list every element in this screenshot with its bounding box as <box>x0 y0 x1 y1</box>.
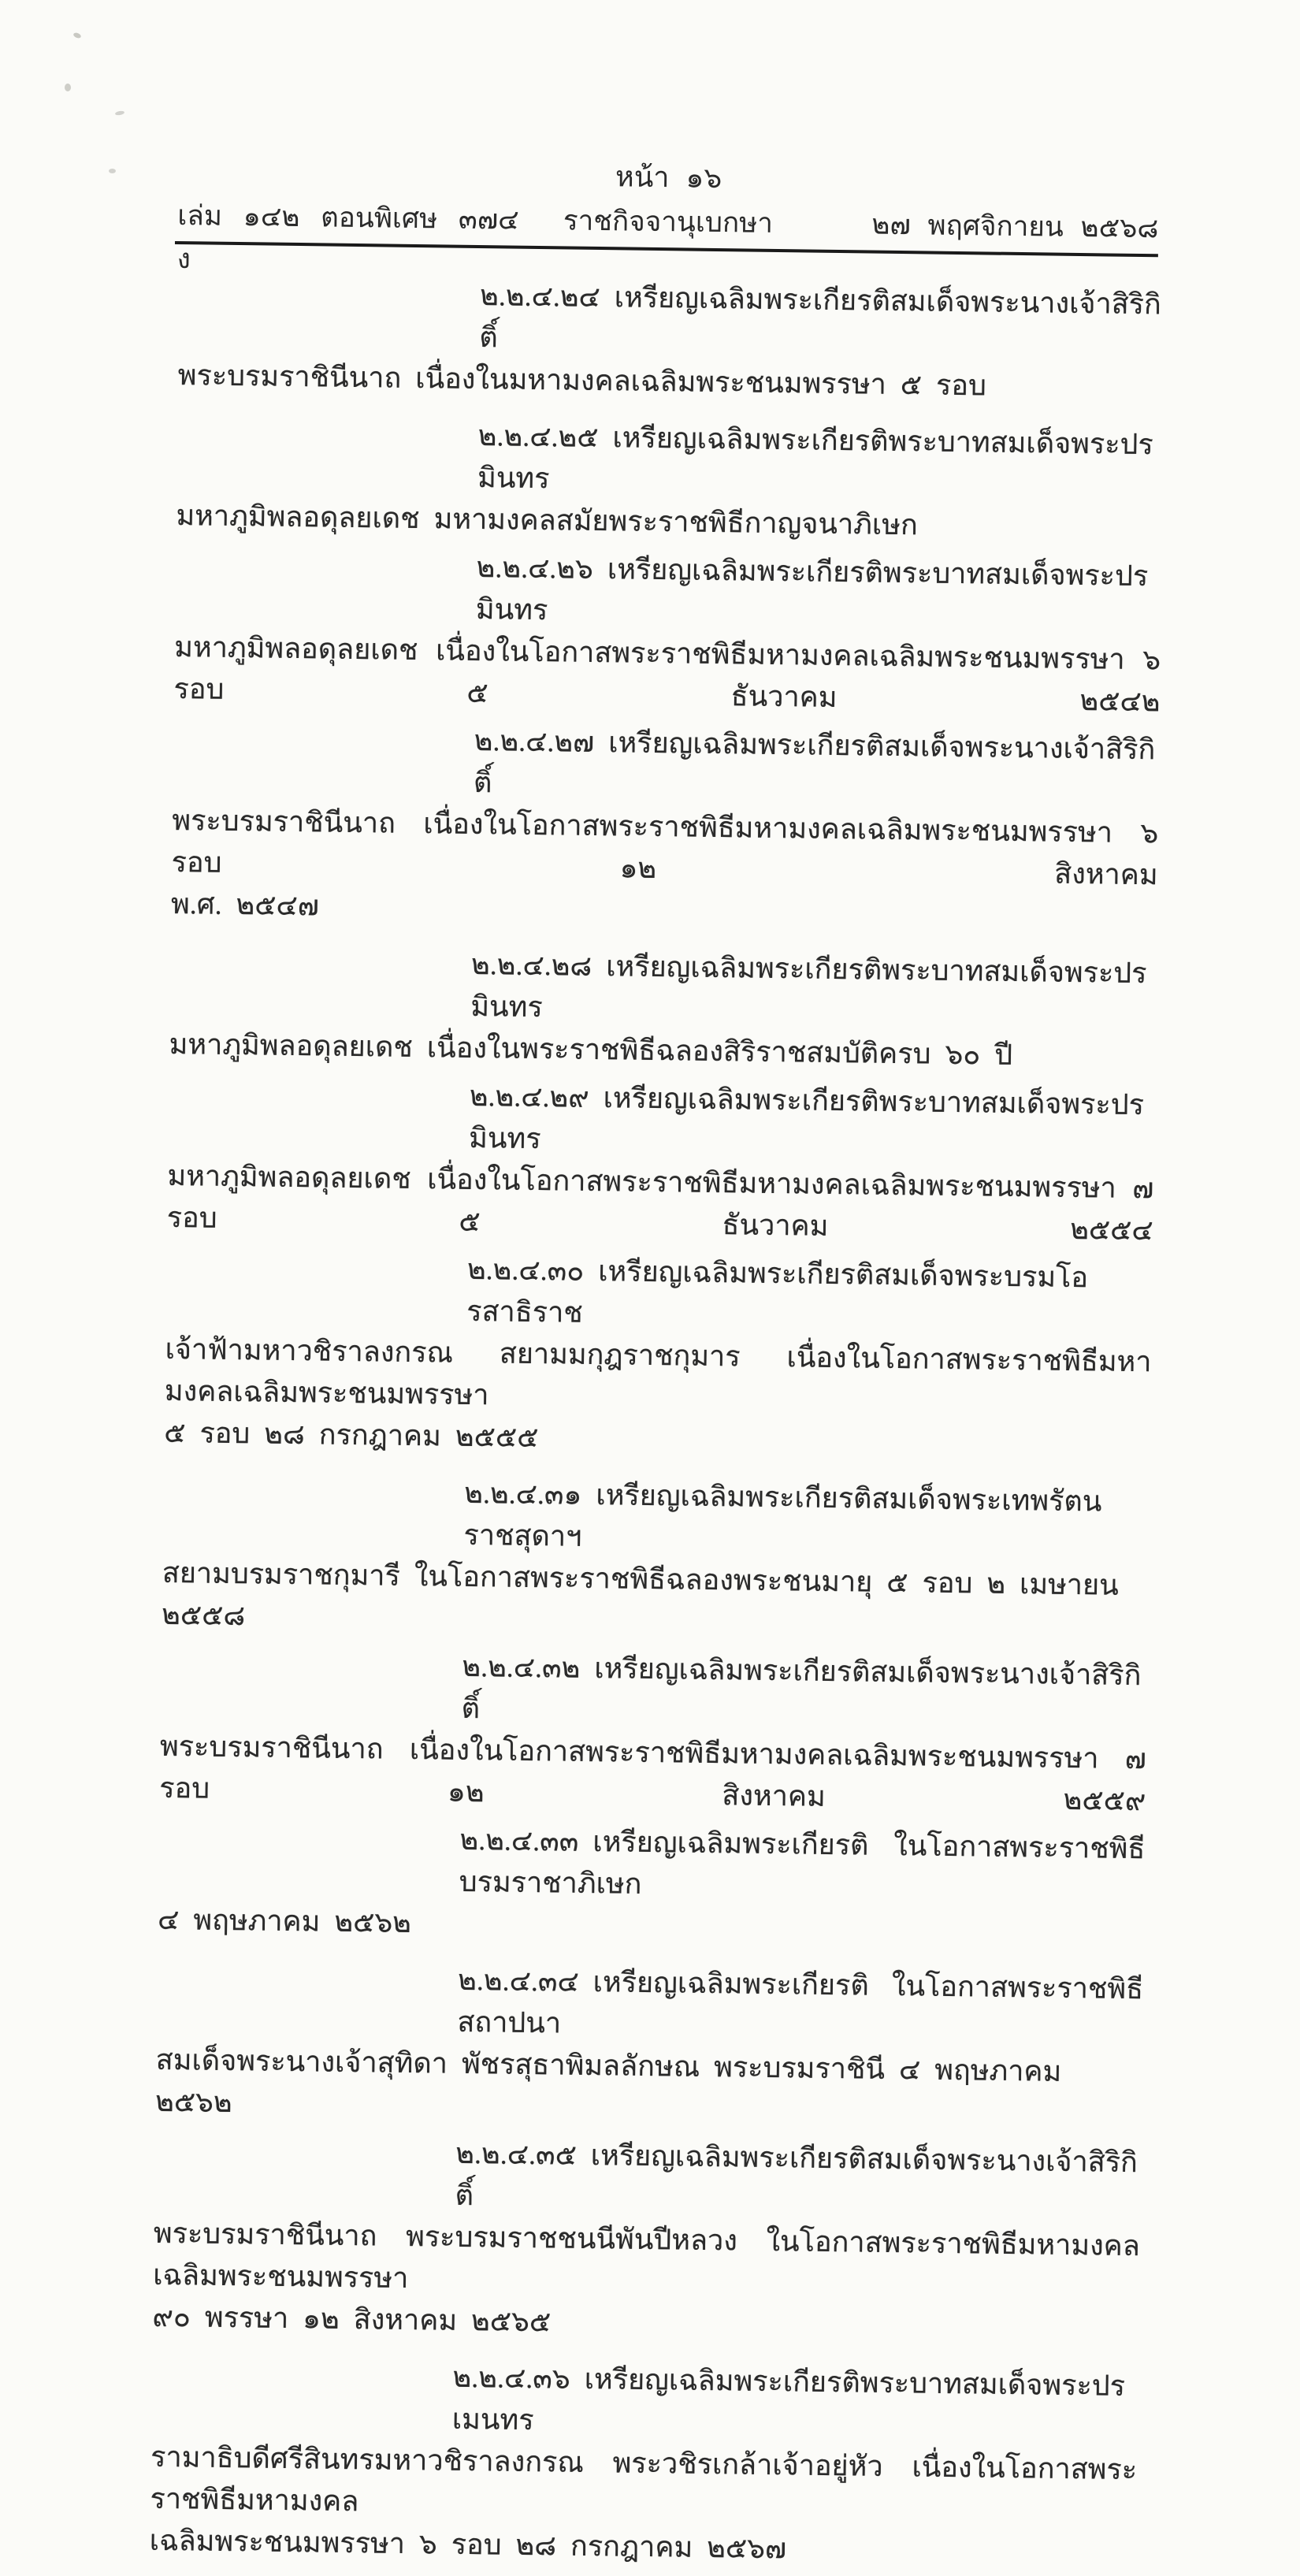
paragraph-line: สมเด็จพระนางเจ้าสุทิดา พัชรสุธาพิมลลักษณ พระบรมราชินี ๔ พฤษภาคม ๒๕๖๒ <box>154 2043 1062 2119</box>
paragraph-line: เจ้าฟ้ามหาวชิราลงกรณ สยามมกุฎราชกุมาร เนื่องในโอกาสพระราชพิธีมหามงคลเฉลิมพระชนมพรรษา <box>164 1333 1152 1411</box>
gazette-item <box>177 271 1165 409</box>
paragraph-line: รามาธิบดีศรีสินทรมหาวชิราลงกรณ พระวชิรเกล้าเจ้าอยู่หัว เนื่องในโอกาสพระราชพิธีมหามงคล <box>150 2440 1138 2518</box>
paragraph-line: ๒.๒.๔.๓๐ เหรียญเฉลิมพระเกียรติสมเด็จพระบรมโอรสาธิราช <box>466 1253 1089 1329</box>
item-number: ๒.๒.๔.๒๗ <box>474 724 595 758</box>
paragraph-line: ๒.๒.๔.๒๔ เหรียญเฉลิมพระเกียรติสมเด็จพระนางเจ้าสิริกิติ์ <box>479 280 1162 354</box>
gazette-item <box>166 1072 1155 1251</box>
paragraph-line: ๒.๒.๔.๒๙ เหรียญเฉลิมพระเกียรติพระบาทสมเด็จพระปรมินทร <box>468 1080 1145 1155</box>
item-number: ๒.๒.๔.๓๕ <box>455 2137 578 2171</box>
paragraph-line: เฉลิมพระชนมพรรษา ๖ รอบ ๒๘ กรกฎาคม ๒๕๖๗ <box>149 2524 787 2565</box>
paragraph-line: ๒.๒.๔.๒๘ เหรียญเฉลิมพระเกียรติพระบาทสมเด็จพระปรมินทร <box>470 948 1147 1024</box>
item-number: ๒.๒.๔.๓๖ <box>452 2361 570 2395</box>
document-body <box>149 271 1165 2574</box>
paragraph-line: ๒.๒.๔.๓๓ เหรียญเฉลิมพระเกียรติ ในโอกาสพระราชพิธีบรมราชาภิเษก <box>459 1823 1146 1900</box>
gazette-item <box>159 1642 1148 1822</box>
gazette-item <box>164 1245 1153 1466</box>
paragraph-line: ๒.๒.๔.๒๗ เหรียญเฉลิมพระเกียรติสมเด็จพระนางเจ้าสิริกิติ์ <box>473 724 1156 799</box>
gazette-item <box>152 2129 1141 2351</box>
paragraph-line: ๒.๒.๔.๒๕ เหรียญเฉลิมพระเกียรติพระบาทสมเด็จพระปรมินทร <box>477 420 1154 495</box>
item-number: ๒.๒.๔.๒๕ <box>477 420 599 454</box>
item-number: ๒.๒.๔.๒๖ <box>476 552 594 585</box>
paragraph-line: ๙๐ พรรษา ๑๒ สิงหาคม ๒๕๖๕ <box>152 2300 552 2338</box>
volume-info: เล่ม ๑๔๒ ตอนพิเศษ ๓๗๔ ง <box>176 200 519 275</box>
gazette-item <box>158 1816 1146 1953</box>
paragraph-line: ๒.๒.๔.๓๕ เหรียญเฉลิมพระเกียรติสมเด็จพระนางเจ้าสิริกิติ์ <box>455 2137 1138 2212</box>
gazette-title: ราชกิจจานุเบกษา <box>563 205 774 239</box>
paragraph-line: พระบรมราชินีนาถ พระบรมราชชนนีพันปีหลวง ในโอกาสพระราชพิธีมหามงคลเฉลิมพระชนมพรรษา <box>152 2217 1141 2295</box>
gazette-item <box>171 716 1160 938</box>
paragraph-line: สยามบรมราชกุมารี ในโอกาสพระราชพิธีฉลองพระชนมายุ ๕ รอบ ๒ เมษายน ๒๕๕๘ <box>161 1556 1120 1632</box>
paragraph-line: พระบรมราชินีนาถ เนื่องในมหามงคลเฉลิมพระชนมพรรษา ๕ รอบ <box>177 359 987 402</box>
gazette-item <box>169 940 1157 1078</box>
paragraph-line: ๔ พฤษภาคม ๒๕๖๒ <box>157 1903 412 1939</box>
paragraph-line: พ.ศ. ๒๕๔๗ <box>170 887 320 922</box>
paragraph-line: มหาภูมิพลอดุลยเดช เนื่องในพระราชพิธีฉลองสิริราชสมบัติครบ ๖๐ ปี <box>169 1028 1013 1071</box>
paragraph-line: ๒.๒.๔.๓๔ เหรียญเฉลิมพระเกียรติ ในโอกาสพระราชพิธีสถาปนา <box>457 1964 1144 2039</box>
paragraph-line: ๒.๒.๔.๓๖ เหรียญเฉลิมพระเกียรติพระบาทสมเด็จพระปรเมนทร <box>451 2361 1126 2437</box>
gazette-item <box>155 1956 1144 2136</box>
paragraph-line: มหาภูมิพลอดุลยเดช เนื่องในโอกาสพระราชพิธีมหามงคลเฉลิมพระชนมพรรษา ๖ รอบ ๕ ธันวาคม ๒๕๔๒ <box>173 630 1161 718</box>
paragraph-line: มหาภูมิพลอดุลยเดช มหามงคลสมัยพระราชพิธีกาญจนาภิเษก <box>176 500 919 541</box>
gazette-item <box>173 543 1162 723</box>
item-number: ๒.๒.๔.๓๔ <box>457 1964 579 1998</box>
item-number: ๒.๒.๔.๒๙ <box>469 1080 589 1113</box>
item-number: ๒.๒.๔.๓๑ <box>463 1477 582 1511</box>
paragraph-line: ๒.๒.๔.๓๒ เหรียญเฉลิมพระเกียรติสมเด็จพระนางเจ้าสิริกิติ์ <box>461 1650 1142 1725</box>
issue-date: ๒๗ พฤศจิกายน ๒๕๖๘ <box>871 209 1159 244</box>
page-number: หน้า ๑๖ <box>615 161 722 195</box>
item-number: ๒.๒.๔.๓๒ <box>462 1650 581 1684</box>
paragraph-line: ๕ รอบ ๒๘ กรกฎาคม ๒๕๕๕ <box>163 1416 539 1454</box>
item-number: ๒.๒.๔.๓๐ <box>466 1253 585 1287</box>
paragraph-line: พระบรมราชินีนาถ เนื่องในโอกาสพระราชพิธีมหามงคลเฉลิมพระชนมพรรษา ๖ รอบ ๑๒ สิงหาคม <box>171 804 1159 891</box>
gazette-item <box>149 2353 1138 2574</box>
gazette-item <box>176 411 1164 549</box>
item-number: ๒.๒.๔.๒๔ <box>479 280 601 314</box>
paragraph-line: ๒.๒.๔.๓๑ เหรียญเฉลิมพระเกียรติสมเด็จพระเทพรัตนราชสุดาฯ <box>463 1477 1102 1552</box>
paragraph-line: ๒.๒.๔.๒๖ เหรียญเฉลิมพระเกียรติพระบาทสมเด็จพระปรมินทร <box>475 552 1149 626</box>
paragraph-line: พระบรมราชินีนาถ เนื่องในโอกาสพระราชพิธีมหามงคลเฉลิมพระชนมพรรษา ๗ รอบ ๑๒ สิงหาคม ๒๕๕๙ <box>159 1730 1147 1817</box>
gazette-item <box>162 1469 1150 1649</box>
item-number: ๒.๒.๔.๒๘ <box>470 948 592 982</box>
paragraph-line: มหาภูมิพลอดุลยเดช เนื่องในโอกาสพระราชพิธีมหามงคลเฉลิมพระชนมพรรษา ๗ รอบ ๕ ธันวาคม ๒๕๕๔ <box>166 1159 1154 1247</box>
item-number: ๒.๒.๔.๓๓ <box>459 1823 579 1857</box>
